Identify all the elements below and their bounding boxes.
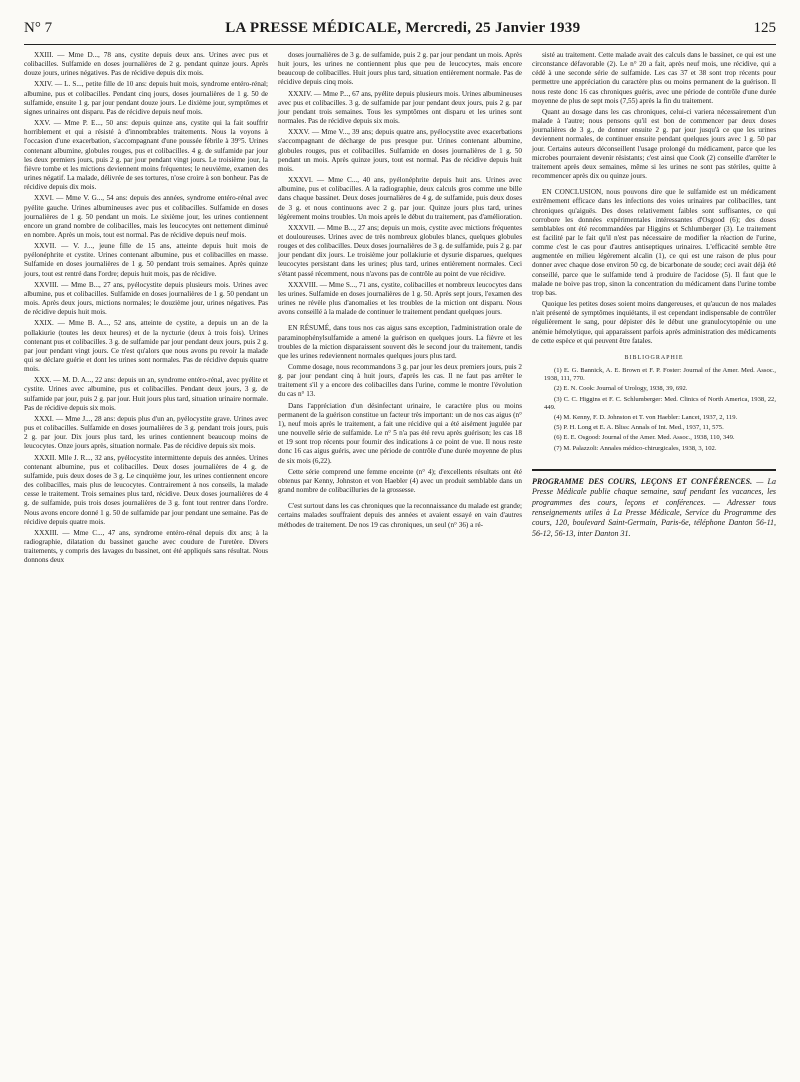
- bibliography-item: (2) E. N. Cook: Journal of Urology, 1938, 39, 692.: [554, 385, 688, 393]
- paragraph: XXXVIII. — Mme S..., 71 ans, cystite, colibacilles et nombreux leucocytes dans les urines. Sulfamide en doses journalières de 1 g. 50. Après sept jours, l'examen des urines ne révèle plus d'anomalies et les troubles de la miction ont disparu. Nous avons conseillé à la malade de continuer le traitement pendant quelques jours.: [278, 280, 522, 317]
- paragraph: XXXIV. — Mme P..., 67 ans, pyélite depuis plusieurs mois. Urines albumineuses avec pus et colibacilles. 3 g. de sulfamide par jour pendant deux jours, puis 2 g. par jour pendant trois semaines. Tous les symptômes ont disparu et les urines sont normales. Pas de récidive depuis six mois.: [278, 89, 522, 126]
- header-rule: [24, 44, 776, 45]
- paragraph: Quoique les petites doses soient moins dangereuses, et qu'aucun de nos malades n'ait présenté de symptômes inquiétants, il est cependant indispensable de contrôler régulièrement le sang, pour dépister dès le début une granulocytopénie ou une anémie hémolytique, qui apparaissent parfois après administration des médicaments de cette espèce et qui peuvent être fatales.: [532, 300, 776, 345]
- column-right: [532, 51, 776, 567]
- paragraph: XXIV. — L. S..., petite fille de 10 ans: depuis huit mois, syndrome entéro-rénal; albumine, pus et colibacilles. Pendant cinq jours, doses journalières de 1 g. 50 de sulfamide, ensuite 1 g. par jour pendant douze jours. Le dixième jour, symptômes et signes urinaires ont disparu. Pas de récidive depuis neuf mois.: [24, 80, 268, 116]
- issue-number: N° 7: [24, 20, 53, 36]
- journal-title: LA PRESSE MÉDICALE, Mercredi, 25 Janvier 1939: [225, 20, 581, 36]
- page-number: 125: [753, 20, 776, 36]
- bibliography-list: [532, 367, 776, 453]
- paragraph: XXXII. Mlle J. R..., 32 ans, pyélocystite intermittente depuis des années. Urines contenant albumine, pus et colibacilles. Deux doses journalières de 4 g. de sulfamide, puis deux doses de 3 g. Le cinquième jour, les urines contiennent encore des colibacilles, mais plus de leucocytes. Contrairement à nos conseils, la malade cesse le traitement. Trois semaines plus tard, récidive. Deux doses journalières de 4 g. de sulfamide, puis trois doses journalières de 3 g. font tout rentrer dans l'ordre. Nous avons encore donné 1 g. 50 de sulfamide par jour pendant une semaine. Pas de récidive depuis quatre mois.: [24, 453, 268, 526]
- paragraph: doses journalières de 3 g. de sulfamide, puis 2 g. par jour pendant un mois. Après huit jours, les urines ne contiennent plus que peu de leucocytes, mais encore beaucoup de colibacilles. Huit jours plus tard, situation entièrement normale. Pas de récidive depuis cinq mois.: [278, 51, 522, 87]
- paragraph: XXV. — Mme P. E..., 50 ans: depuis quinze ans, cystite qui la fait souffrir horriblement et qui a résisté à d'innombrables traitements. Nous la voyons à l'occasion d'une exacerbation, s'accompagnant d'une poussée fébrile à 39°5. Urines contenant albumine, globules rouges, pus et colibacilles. 4 g. de sulfamide par jour les deux premiers jours, puis 2 g. par jour pendant vingt jours. Le troisième jour, la fièvre tombe et les mictions deviennent moins fréquentes; le neuvième, examen des urines négatif. La malade, délivrée de ses tortures, n'ose croire à son bonheur. Pas de récidive depuis dix mois.: [24, 119, 268, 192]
- paragraph: Dans l'appréciation d'un désinfectant urinaire, le caractère plus ou moins permanent de la guérison constitue un facteur très important: un de nos cas aigus (n° 1), neuf mois après le traitement, a fait une récidive qui a été aisément jugulée par une nouvelle série de sulfamide. Le n° 5 n'a pas été revu après guérison; les cas 18 et 19 sont trop récents pour fournir des indications à ce point de vue. Il nous reste donc 16 cas aigus guéris, avec une période de contrôle d'une durée moyenne de plus de six mois (6,22).: [278, 401, 522, 465]
- bibliography-item: (6) E. E. Osgood: Journal of the Amer. Med. Assoc., 1938, 110, 349.: [554, 434, 735, 442]
- text-columns: [24, 51, 776, 567]
- paragraph: C'est surtout dans les cas chroniques que la reconnaissance du malade est grande; certains malades souffraient depuis des années et avaient essayé en vain d'autres méthodes de traitement. De nos 19 cas chroniques, un seul (n° 36) a ré-: [278, 502, 523, 529]
- paragraph: XXIII. — Mme D..., 78 ans, cystite depuis deux ans. Urines avec pus et colibacilles. Sulfamide en doses journalières de 2 g. pendant quinze jours. Après douze jours, urines négatives. Pas de récidive depuis dix mois.: [24, 51, 268, 78]
- column-middle: [278, 51, 522, 567]
- bibliography-item: (7) M. Palazzoli: Annales médico-chirurgicales, 1938, 3, 102.: [554, 444, 717, 452]
- course-program-notice: [532, 469, 776, 539]
- paragraph: EN RÉSUMÉ, dans tous nos cas aigus sans exception, l'administration orale de paraminophénylsulfamide a amené la guérison en quelques jours. La fièvre et les troubles de la miction disparaissent souvent dès le second jour du traitement, tandis que les urines redeviennent normales quelques jours plus tard.: [278, 324, 522, 360]
- paragraph: XXXVII. — Mme B..., 27 ans; depuis un mois, cystite avec mictions fréquentes et douloureuses. Urines avec de très nombreux globules blancs, quelques globules rouges et des colibacilles. Deux doses journalières de 3 g. de sulfamide, puis 2 g. par jour pendant dix jours. Le troisième jour pollakiurie et dysurie disparues, quelques leucocytes persistant dans les urines; plus tard, urines entièrement normales. Ceci s'étant passé récemment, nous n'avons pas de contrôle au point de vue récidive.: [278, 223, 522, 278]
- bibliography-item: (5) P. H. Long et E. A. Bliss: Annals of Int. Med., 1937, 11, 575.: [554, 424, 724, 432]
- paragraph: XXVIII. — Mme B..., 27 ans, pyélocystite depuis plusieurs mois. Urines avec albumine, pus et colibacilles. Sulfamide en doses journalières de 1 g. 50 pendant un mois. Après deux jours, mictions normales; le douzième jour, urines négatives. Pas de récidive depuis huit mois.: [24, 280, 268, 317]
- paragraph: XXVI. — Mme V. G..., 54 ans: depuis des années, syndrome entéro-rénal avec pyélite gauche. Urines albumineuses avec pus et colibacilles. Sulfamide en doses journalières de 1 g. 50 pendant un mois. Le sixième jour, les urines contiennent encore un grand nombre de colibacilles, mais les leucocytes ont nettement diminué en nombre. Après un mois, tout est normal. Pas de récidive depuis neuf mois.: [24, 194, 268, 239]
- paragraph: Quant au dosage dans les cas chroniques, celui-ci variera nécessairement d'un malade à l'autre; nous pensons qu'il est bon de commencer par deux doses journalières de 3 g., de donner ensuite 2 g. par jour jusqu'à ce que les urines deviennent normales, de continuer ensuite pendant quelques jours avec 1 g. 50 par jour. Certains auteurs déconseillent l'usage prolongé du médicament, parce que les microbes pourraient devenir résistants; c'est ainsi que Cook (2) conseille d'arrêter le traitement après deux semaines, même si les urines ne sont pas stériles, quitte à recommencer après dix ou quinze jours.: [532, 107, 776, 181]
- running-header: [24, 20, 776, 40]
- notice-body: — La Presse Médicale publie chaque semaine, sauf pendant les vacances, les programmes des cours, leçons et conférences. — Adresser tous renseignements utiles à La Presse Médicale, Service du Programme des cours, 120, boulevard Saint-Germain, Paris-6e, téléphone Danton 56-11, 56-12, 56-13, inter Danton 31.: [532, 476, 777, 538]
- paragraph: Comme dosage, nous recommandons 3 g. par jour les deux premiers jours, puis 2 g. par jour pendant cinq à huit jours, d'après les cas. Il ne faut pas arrêter le traitement s'il y a encore des colibacilles dans l'urine, comme le montre l'évolution du cas n° 13.: [278, 363, 522, 399]
- notice-title: PROGRAMME DES COURS, LEÇONS ET CONFÉRENCES.: [532, 476, 753, 486]
- column-left: [24, 51, 268, 567]
- paragraph: XXX. — M. D. A..., 22 ans: depuis un an, syndrome entéro-rénal, avec pyélite et cystite. Urines avec albumine, pus et colibacilles. Pendant deux jours, 3 g. de sulfamide par jour, puis 2 g. par jour. Huit jours plus tard, situation urinaire normale. Pas de récidive depuis six mois.: [24, 376, 268, 412]
- paragraph: XXXIII. — Mme C..., 47 ans, syndrome entéro-rénal depuis dix ans; à la radiographie, dilatation du bassinet gauche avec coudure de l'uretère. Divers traitements, y compris des lavages du bassinet, ont été appliqués sans résultat. Nous donnons deux: [24, 528, 268, 565]
- paragraph: sisté au traitement. Cette malade avait des calculs dans le bassinet, ce qui est une circonstance défavorable (2). Le n° 20 a fait, après neuf mois, une récidive, qui a cédé à une seconde série de sulfamide. Les cas 37 et 38 sont trop récents pour permettre une appréciation du caractère plus ou moins permanent de la guérison. Il nous reste donc 16 cas chroniques guéris, avec une période de contrôle d'une durée moyenne de plus de sept mois (7,55) après la fin du traitement.: [532, 51, 776, 105]
- paragraph: XXIX. — Mme B. A..., 52 ans, atteinte de cystite, a depuis un an de la pollakiurie (toutes les deux heures) et de la nycturie (deux à trois fois). Urines contenant pus et colibacilles. 3 g. de sulfamide par jour pendant deux jours, puis 2 g. par jour pendant vingt jours. Ce n'est qu'alors que nous avons pu revoir la malade qui se déclare guérie et dont les urines sont normales. Pas de récidive depuis quatre mois.: [24, 319, 268, 374]
- paragraph: XXXV. — Mme V..., 39 ans; depuis quatre ans, pyélocystite avec exacerbations s'accompagnant de décharge de pus presque pur. Urines contenant albumine, globules rouges, pus et colibacilles. Sulfamide en doses journalières de 1 g. 50 pendant un mois. Après quinze jours, tout est normal. Pas de récidive depuis huit mois.: [278, 128, 522, 173]
- paragraph: XXXI. — Mme J..., 28 ans: depuis plus d'un an, pyélocystite grave. Urines avec pus et colibacilles. Sulfamide en doses journalières de 3 g. pendant trois jours, puis 2 g. par jour. Dix jours plus tard, les urines contiennent beaucoup moins de leucocytes. Onze jours après, situation normale. Pas de récidive depuis six mois.: [24, 414, 268, 451]
- bibliography-item: (1) E. G. Bannick, A. E. Brown et F. P. Foster: Journal of the Amer. Med. Assoc., 1938, 111, 770.: [544, 367, 776, 383]
- bibliography-item: (4) M. Kenny, F. D. Johnston et T. von Haebler: Lancet, 1937, 2, 119.: [554, 414, 738, 422]
- paragraph: EN CONCLUSION, nous pouvons dire que le sulfamide est un médicament extrêmement efficace dans les infections des voies urinaires par colibacilles, tant chroniques qu'aiguës. Des doses relativement faibles sont suffisantes, ce qui corrobore les données expérimentales intéressantes d'Osgood (6); des doses semblables ont été recommandées par Higgins et Schlumberger (3). Le traitement est facilité par le fait qu'il n'est pas nécessaire de modifier la réaction de l'urine, comme c'est le cas pour d'autres antiseptiques urinaires. L'efficacité semble être augmentée en milieu légèrement alcalin (1), ce qui est une raison de plus pour donner avec chaque dose environ 50 cg. de bicarbonate de soude; ceci avait déjà été conseillé, parce que le sulfamide tend à produire de l'acidose (5). Il faut que le malade ne boive pas trop, sinon la concentration du médicament dans l'urine tombe trop bas.: [532, 188, 776, 297]
- bibliography-heading: BIBLIOGRAPHIE: [624, 354, 684, 361]
- right-column-text: [532, 51, 776, 346]
- bibliography-item: (3) C. C. Higgins et F. C. Schlumberger: Med. Clinics of North America, 1938, 22, 449.: [544, 395, 776, 411]
- paragraph: XXVII. — V. J..., jeune fille de 15 ans, atteinte depuis huit mois de pyélonéphrite et cystite. Urines contenant albumine, pus et colibacilles en masse. Sulfamide en doses journalières de 1 g. 50 pendant trois semaines. Après quinze jours, tout est rentré dans l'ordre; depuis huit mois, pas de récidive.: [24, 242, 268, 278]
- paragraph: Cette série comprend une femme enceinte (n° 4); d'excellents résultats ont été obtenus par Kenny, Johnston et von Haebler (4) avec un produit semblable dans un grand nombre de colibacilluries de la grossesse.: [278, 467, 522, 495]
- paragraph: XXXVI. — Mme C..., 40 ans, pyélonéphrite depuis huit ans. Urines avec albumine, pus et colibacilles. A la radiographie, deux calculs gros comme une bille dans chaque bassinet. Deux doses journalières de 4 g. de sulfamide, puis deux doses de 3 g. et nous continuons avec 2 g. par jour. Quinze jours plus tard, urines légèrement moins troubles. Un mois après le début du traitement, pas d'amélioration.: [278, 176, 523, 221]
